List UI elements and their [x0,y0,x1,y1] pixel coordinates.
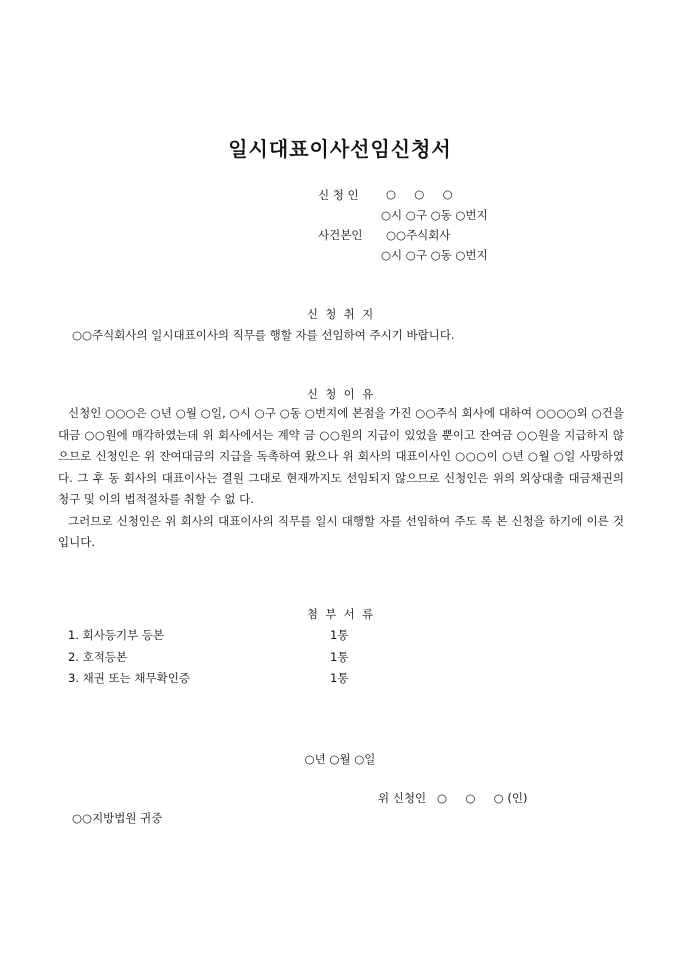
attachment-qty: 1통 [330,650,349,664]
applicant-signature: 위 신청인 ○ ○ ○ (인) [378,791,528,805]
document-title: 일시대표이사선임신청서 [228,137,452,161]
attachment-name: 2. 호적등본 [68,650,128,664]
attachments-heading: 첨 부 서 류 [306,607,374,621]
principal-name: ○○주식회사 [386,228,451,242]
applicant-name: ○ ○ ○ [386,187,453,201]
purpose-heading: 신 청 취 지 [306,307,374,321]
applicant-address: ○시 ○구 ○동 ○번지 [381,208,488,222]
attachment-qty: 1통 [330,628,349,642]
attachment-name: 1. 회사등기부 등본 [68,628,165,642]
court-addressee: ○○지방법원 귀중 [72,811,163,825]
reason-paragraph-2: 그러므로 신청인은 위 회사의 대표이사의 직무를 일시 대행할 자를 선임하여 주도 록 본 신청을 하기에 이른 것입니다. [58,513,624,549]
purpose-text: ○○주식회사의 일시대표이사의 직무를 행할 자를 선임하여 주시기 바랍니다. [72,328,455,342]
reason-heading: 신 청 이 유 [306,387,374,401]
reason-body [58,403,624,554]
attachment-qty: 1통 [330,671,349,685]
document-date: ○년 ○월 ○일 [304,752,376,766]
principal-address: ○시 ○구 ○동 ○번지 [381,248,488,262]
reason-paragraph-1: 신청인 ○○○은 ○년 ○월 ○일, ○시 ○구 ○동 ○번지에 본점을 가진 ○○주식 회사에 대하여 ○○○○외 ○건을 대금 ○○원에 매각하였는데 위 회사에서는 계약 금 ○○원의 지급이 있었을 뿐이고 잔여금 ○○원을 지급하지 않으므로 신청인은 위 잔여대금의 지급을 독촉하여 왔으나 위 회사의 대표이사인 ○○○이 ○년 ○월 ○일 사망하였다. 그 후 동 회사의 대표이사는 결원 그대로 현재까지도 선임되지 않으므로 신청인은 위의 외상대출 대금채권의 청구 및 이의 법적절차를 취할 수 없 다. [58,406,624,506]
principal-label: 사건본인 [318,228,363,242]
applicant-label: 신 청 인 [318,188,359,202]
attachment-name: 3. 채권 또는 채무확인증 [68,671,190,685]
